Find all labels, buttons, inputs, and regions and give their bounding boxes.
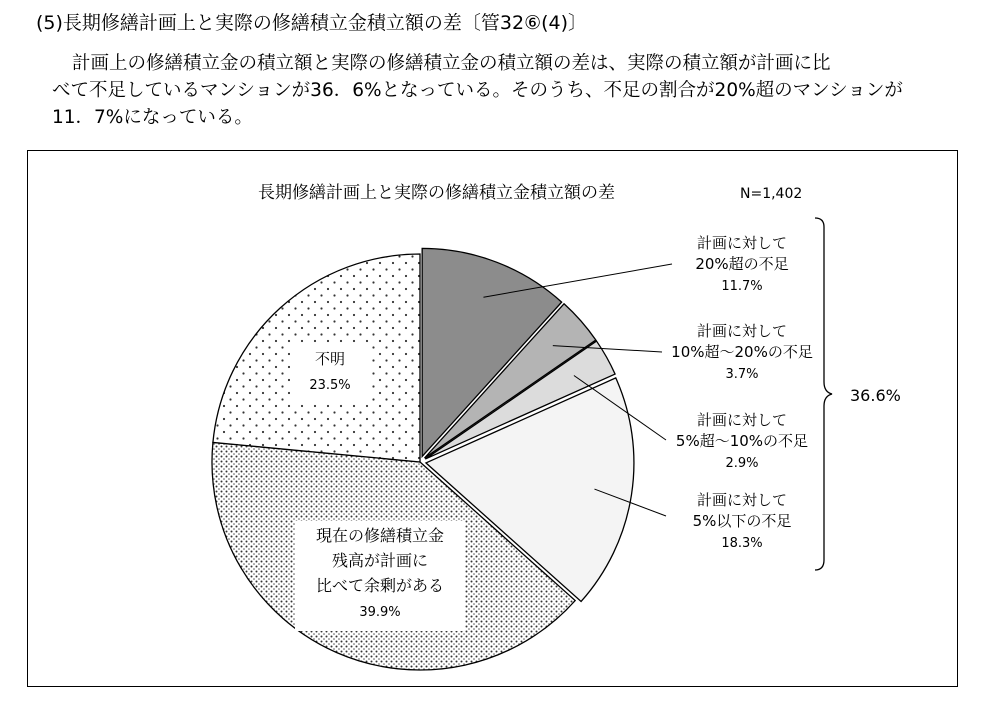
slice-category-label-2: 10%超～20%の不足 bbox=[671, 343, 813, 361]
slice-category-label-5: 比べて余剰がある bbox=[315, 576, 445, 595]
slice-category-label-4: 計画に対して bbox=[696, 491, 788, 509]
slice-category-label-3: 5%超～10%の不足 bbox=[675, 432, 809, 450]
chart-n-label: N=1,402 bbox=[740, 186, 803, 202]
slice-category-label-5: 現在の修繕積立金 bbox=[315, 526, 445, 545]
shortage-total-label: 36.6% bbox=[850, 386, 901, 405]
slice-category-label-1: 20%超の不足 bbox=[695, 255, 789, 273]
description-line-3: 11．7%になっている。 bbox=[52, 107, 253, 128]
slice-value-label-3: 2.9% bbox=[725, 456, 759, 471]
slice-value-label-1: 11.7% bbox=[721, 279, 763, 294]
slice-category-label-2: 計画に対して bbox=[696, 322, 788, 340]
slice-value-label-6: 23.5% bbox=[309, 378, 351, 393]
slice-value-label-5: 39.9% bbox=[359, 605, 401, 620]
slice-category-label-3: 計画に対して bbox=[696, 411, 788, 429]
section-heading: (5)長期修繕計画上と実際の修繕積立金積立額の差〔管32⑥(4)〕 bbox=[36, 12, 588, 34]
shortage-bracket bbox=[815, 218, 901, 570]
slice-category-label-4: 5%以下の不足 bbox=[692, 512, 792, 530]
slice-category-label-5: 残高が計画に bbox=[331, 551, 429, 570]
slice-category-label-6: 不明 bbox=[314, 350, 346, 368]
slice-value-label-4: 18.3% bbox=[721, 536, 763, 551]
description-line-2: べて不足しているマンションが36．6%となっている。そのうち、不足の割合が20%超のマンションが bbox=[52, 80, 903, 101]
slice-value-label-2: 3.7% bbox=[725, 367, 759, 382]
chart-title: 長期修繕計画上と実際の修繕積立金積立額の差 bbox=[258, 183, 615, 203]
description-line-1: 計画上の修繕積立金の積立額と実際の修繕積立金の積立額の差は、実際の積立額が計画に比 bbox=[72, 53, 831, 74]
slice-category-label-1: 計画に対して bbox=[696, 234, 788, 252]
